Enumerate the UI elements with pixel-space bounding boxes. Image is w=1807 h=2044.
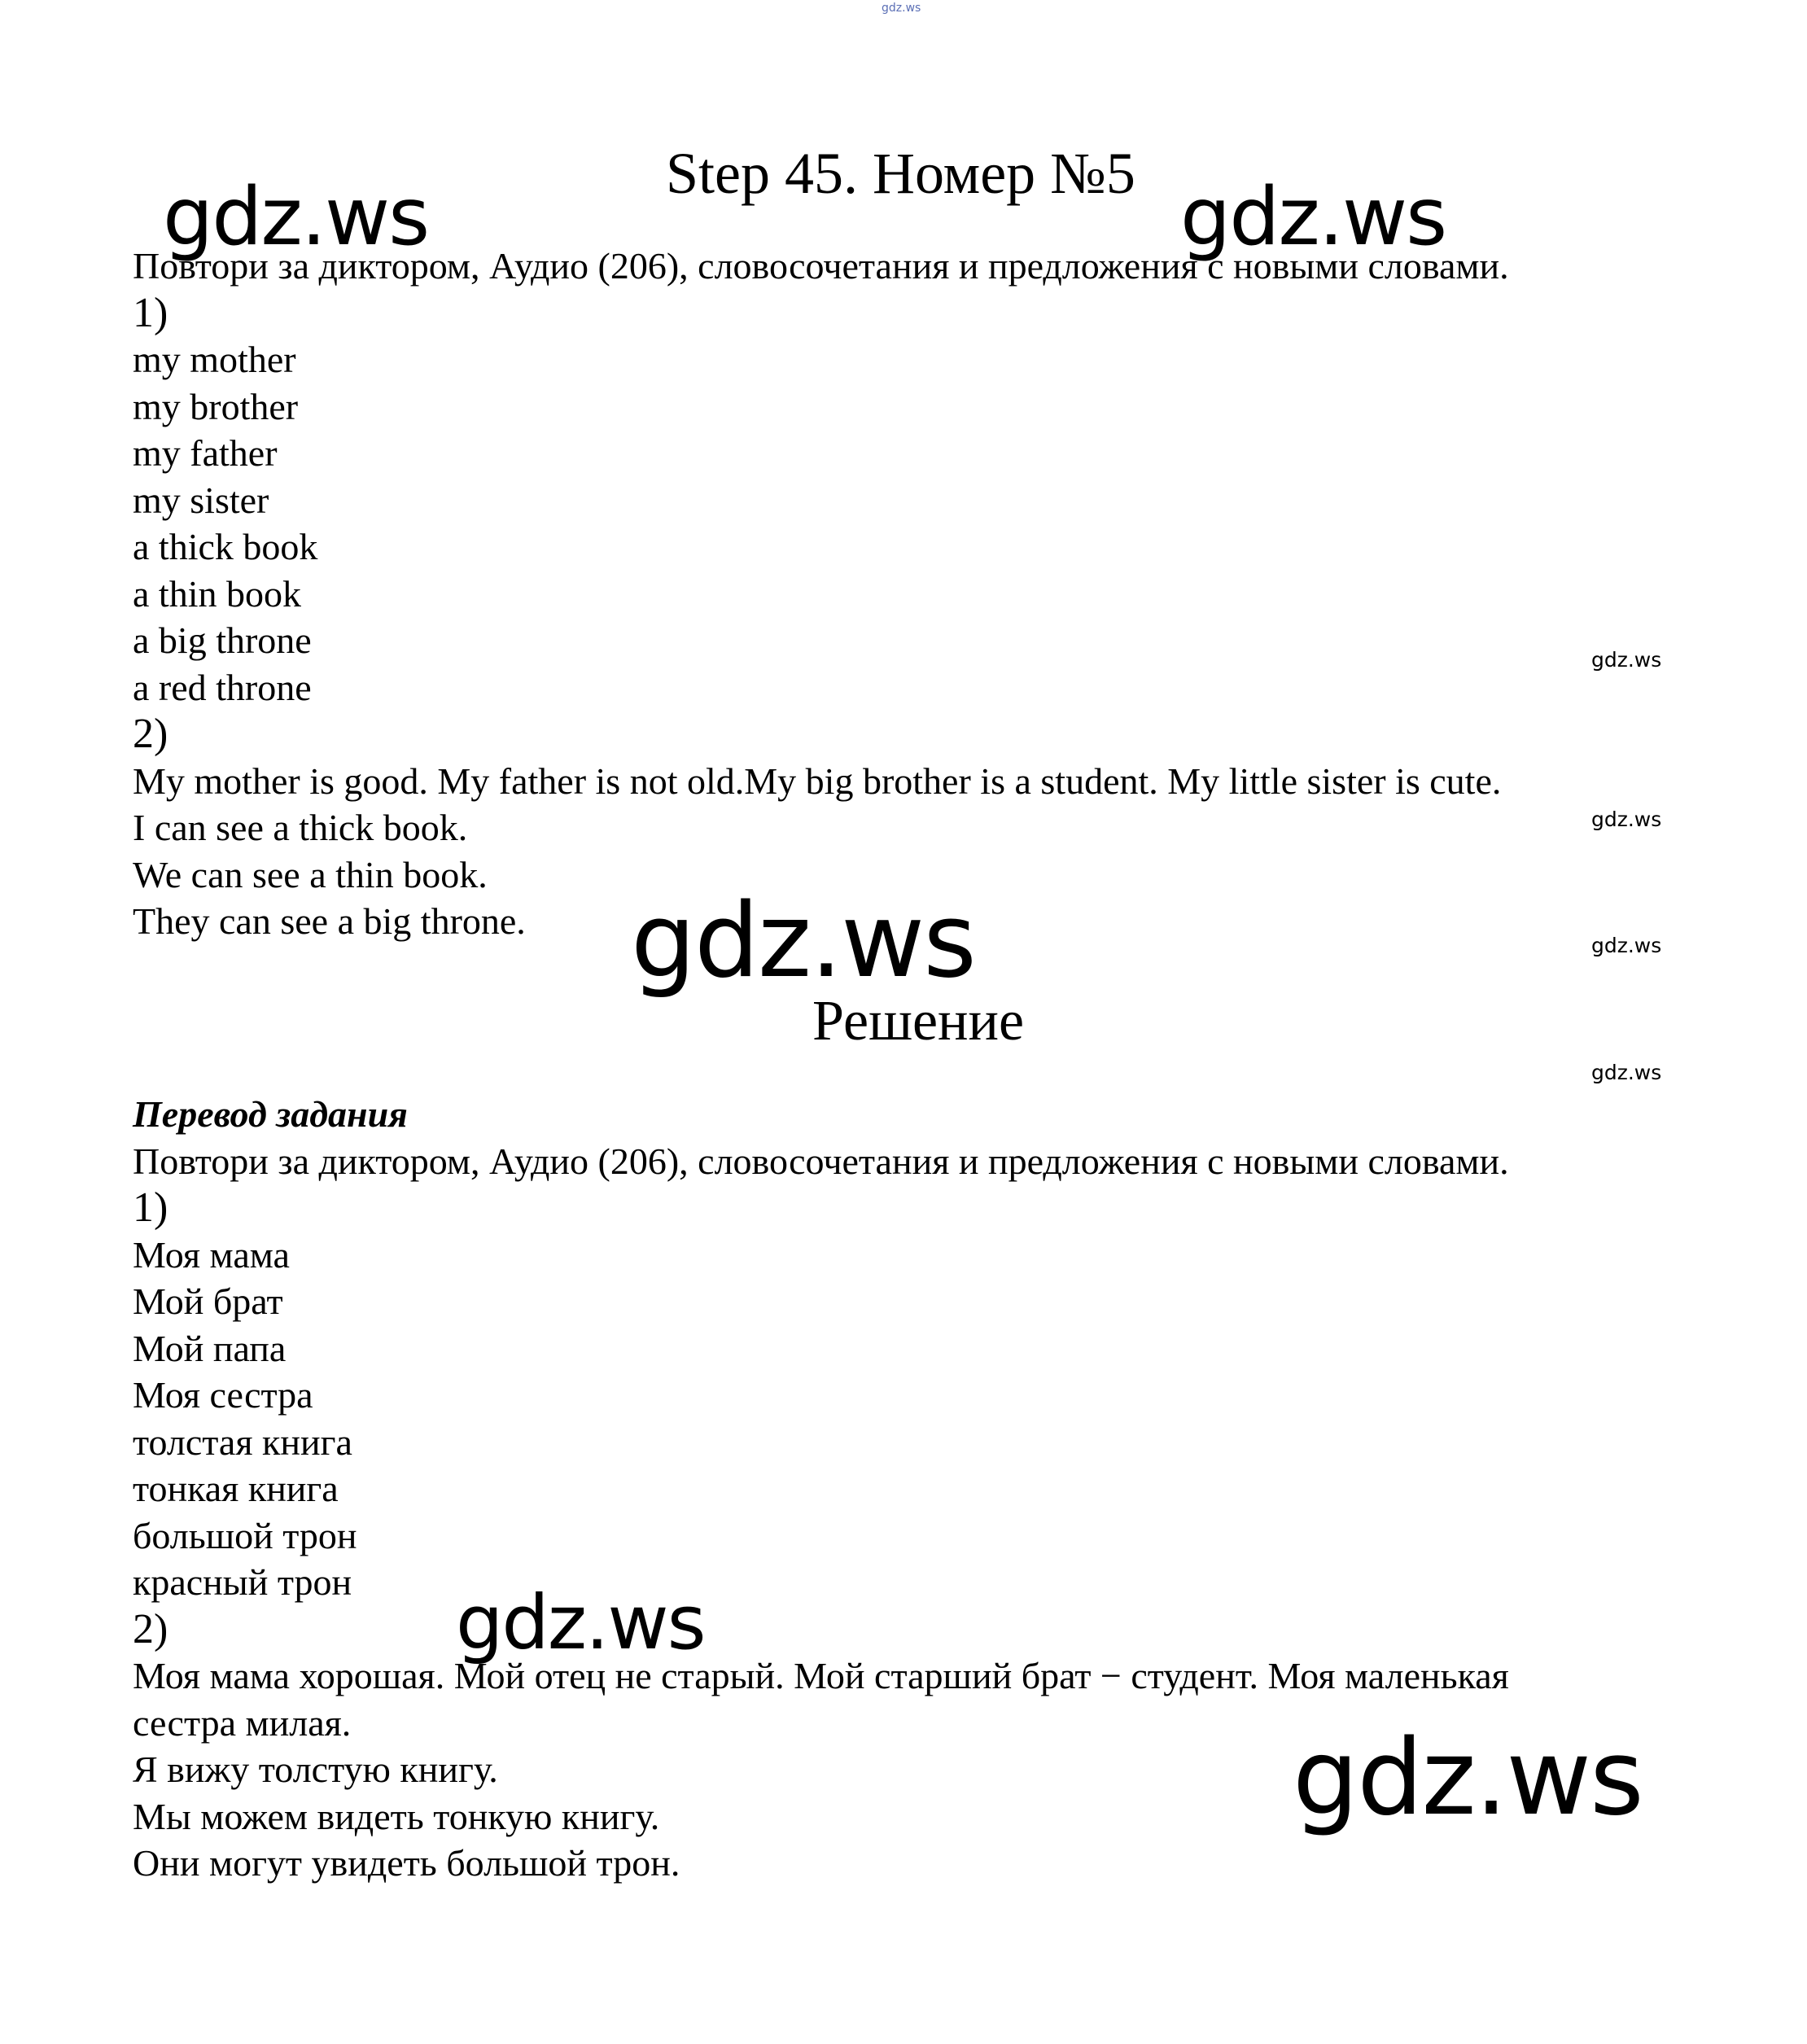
top-watermark: gdz.ws <box>882 2 921 15</box>
sentence-line: They can see a big throne. <box>133 900 526 942</box>
list-item: красный трон <box>133 1561 352 1603</box>
part2-label: 2) <box>133 711 168 757</box>
sentence-line: Моя мама хорошая. Мой отец не старый. Мой старший брат − студент. Моя маленькая <box>133 1655 1509 1696</box>
sentence-line: My mother is good. My father is not old.My big brother is a student. My little sister is cute. <box>133 759 1502 802</box>
list-item: a red throne <box>133 666 312 708</box>
sentence-line: Я вижу толстую книгу. <box>133 1749 498 1790</box>
list-item: тонкая книга <box>133 1468 339 1509</box>
watermark-small: gdz.ws <box>1591 808 1662 831</box>
list-item: толстая книга <box>133 1420 352 1463</box>
watermark-large: gdz.ws <box>1293 1718 1643 1839</box>
watermark-small: gdz.ws <box>1591 934 1662 957</box>
watermark-large: gdz.ws <box>1180 171 1446 264</box>
list-item: a thin book <box>133 572 301 615</box>
list-item: my father <box>133 432 278 474</box>
list-item: Моя мама <box>133 1233 290 1276</box>
watermark-large: gdz.ws <box>456 1579 705 1666</box>
watermark-large: gdz.ws <box>163 171 429 264</box>
task-instruction: Повтори за диктором, Аудио (206), словосочетания и предложения с новыми словами. <box>133 245 1509 287</box>
part1-label: 1) <box>133 289 168 336</box>
sentence-line: сестра милая. <box>133 1701 352 1744</box>
list-item: my mother <box>133 339 296 380</box>
watermark-large: gdz.ws <box>631 881 975 1000</box>
watermark-small: gdz.ws <box>1591 648 1662 672</box>
watermark-small: gdz.ws <box>1591 1061 1662 1084</box>
sentence-line: Мы можем видеть тонкую книгу. <box>133 1795 660 1837</box>
task-section <box>133 243 1695 945</box>
translation-heading: Перевод задания <box>133 1093 408 1135</box>
list-item: Мой брат <box>133 1280 283 1322</box>
part2-label: 2) <box>133 1605 168 1652</box>
sentence-line: Они могут увидеть большой трон. <box>133 1842 680 1884</box>
list-item: a big throne <box>133 619 312 661</box>
sentence-line: I can see a thick book. <box>133 807 468 848</box>
list-item: my sister <box>133 479 269 521</box>
sentence-line: We can see a thin book. <box>133 853 488 895</box>
page-title: Step 45. Номер №5 <box>666 141 1135 206</box>
solution-instruction: Повтори за диктором, Аудио (206), словосочетания и предложения с новыми словами. <box>133 1140 1509 1182</box>
list-item: Мой папа <box>133 1327 287 1369</box>
list-item: my brother <box>133 385 299 427</box>
list-item: Моя сестра <box>133 1374 313 1416</box>
solution-heading: Решение <box>812 990 1025 1053</box>
list-item: большой трон <box>133 1514 357 1556</box>
list-item: a thick book <box>133 526 318 567</box>
part1-label: 1) <box>133 1184 168 1231</box>
solution-section <box>133 1091 1695 1887</box>
